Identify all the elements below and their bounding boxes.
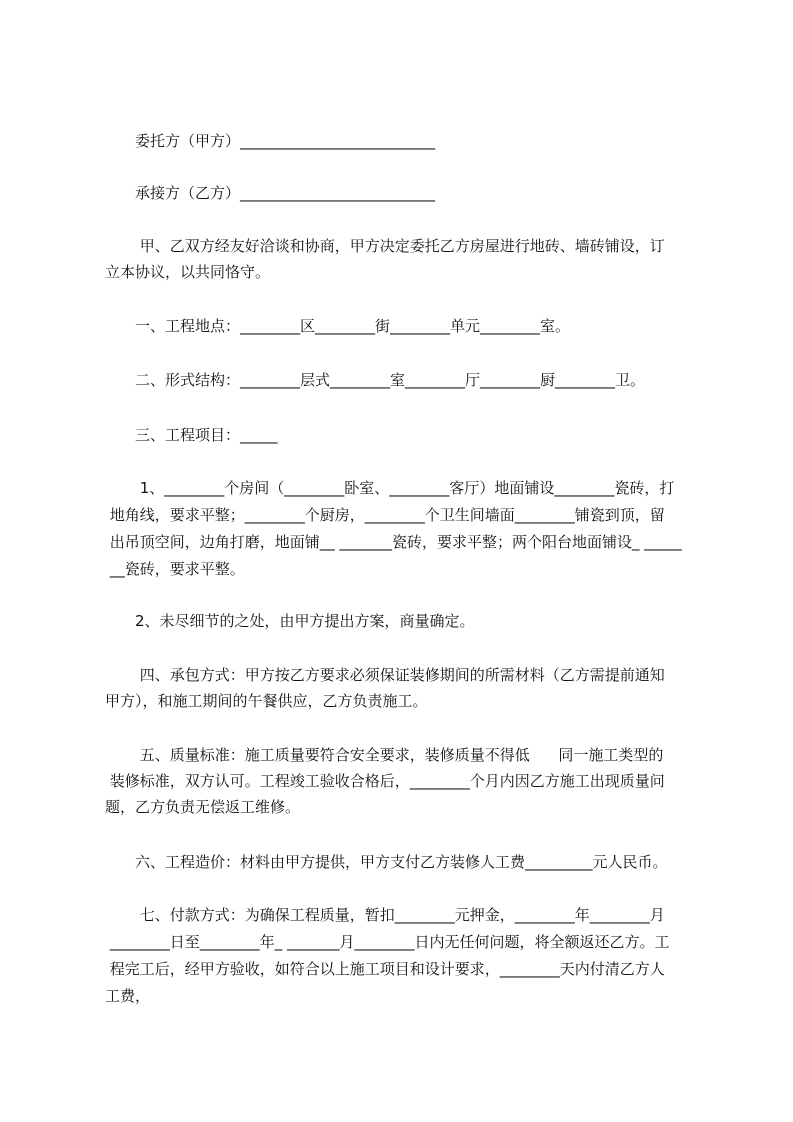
text-line: 题，乙方负责无偿返工维修。 xyxy=(105,798,301,816)
text-line: 五、质量标准：施工质量要符合安全要求，装修质量不得低 同一施工类型的 xyxy=(135,746,664,764)
text-line: 立本协议，以共同恪守。 xyxy=(105,263,271,281)
clause-cost: 六、工程造价：材料由甲方提供，甲方支付乙方装修人工费_________元人民币。 xyxy=(135,853,668,871)
clause-location: 一、工程地点：________区________街________单元________室。 xyxy=(135,317,571,335)
text-line: 装修标准，双方认可。工程竣工验收合格后，________个月内因乙方施工出现质量问 xyxy=(105,772,665,790)
text-line: 程完工后，经甲方验收，如符合以上施工项目和设计要求，________天内付清乙方人 xyxy=(105,960,665,978)
clause-items: 三、工程项目：_____ xyxy=(135,426,278,444)
text-line: __瓷砖，要求平整。 xyxy=(105,560,245,578)
clause-structure: 二、形式结构：________层式________室________厅________厨________卫。 xyxy=(135,371,646,389)
text-line: 出吊顶空间，边角打磨，地面铺__ _______瓷砖，要求平整；两个阳台地面铺设_ _____ xyxy=(105,533,682,551)
contractor-party-line: 承接方（乙方）__________________________ xyxy=(135,184,436,202)
text-line: 四、承包方式：甲方按乙方要求必须保证装修期间的所需材料（乙方需提前通知 xyxy=(135,666,665,684)
text-line: 七、付款方式：为确保工程质量，暂扣________元押金，________年________月 xyxy=(135,906,665,924)
text-line: 工费， xyxy=(105,987,151,1005)
item-2-paragraph: 2、未尽细节的之处，由甲方提出方案，商量确定。 xyxy=(135,612,475,630)
text-line: 甲、乙双方经友好洽谈和协商，甲方决定委托乙方房屋进行地砖、墙砖铺设，订 xyxy=(135,237,665,255)
text-line: ________日至________年_ _______月________日内无任何问题，将全额返还乙方。工 xyxy=(105,933,670,951)
text-line: 甲方），和施工期间的午餐供应，乙方负责施工。 xyxy=(105,692,428,710)
text-line: 1、________个房间（________卧室、________客厅）地面铺设________瓷砖，打 xyxy=(135,479,675,497)
text-line: 地角线，要求平整；________个厨房，________个卫生间墙面________铺瓷到顶，留 xyxy=(105,506,665,524)
client-party-line: 委托方（甲方）__________________________ xyxy=(135,132,436,150)
